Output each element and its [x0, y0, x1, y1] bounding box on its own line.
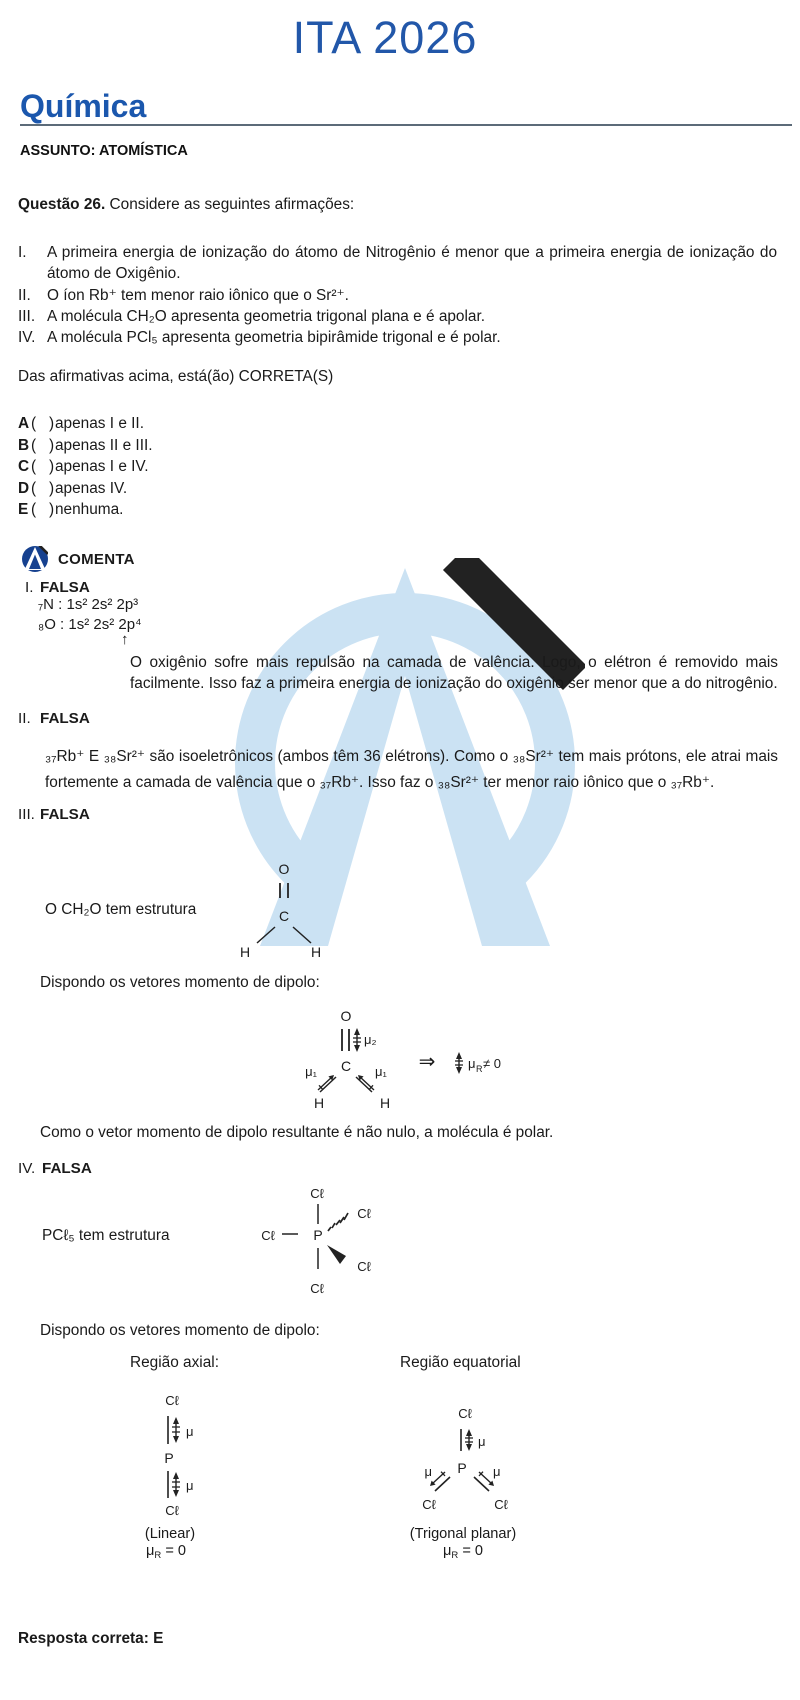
question-intro: Considere as seguintes afirmações:	[105, 196, 355, 213]
option-letter: C	[18, 458, 30, 476]
axial-mu-r-zero	[125, 1543, 207, 1561]
option-marker: ( )	[31, 501, 55, 519]
ch2o-dipole-diagram	[288, 1004, 513, 1112]
options-list	[18, 413, 153, 521]
up-arrow-icon: ↑	[121, 631, 129, 648]
atom-cl: Cℓ	[310, 1186, 324, 1201]
atom-p: P	[164, 1450, 174, 1466]
answer-line: Resposta correta: E	[18, 1630, 164, 1647]
implies-icon: ⇒	[418, 1051, 436, 1073]
mu-label: μ	[186, 1424, 194, 1439]
equals-zero: = 0	[165, 1543, 187, 1559]
equals-zero: = 0	[462, 1543, 484, 1559]
subject-rule	[20, 124, 792, 126]
statement-list	[18, 242, 777, 348]
atom-h: H	[310, 944, 322, 960]
verdict-ii	[18, 710, 138, 728]
mu-resultant-label: μ	[468, 1056, 476, 1071]
option-marker: ( )	[31, 458, 55, 476]
atom-o: O	[278, 861, 290, 877]
ch2o-structure-diagram	[208, 848, 360, 964]
mu-label: μ	[424, 1464, 432, 1479]
equatorial-mu-r-zero	[422, 1543, 504, 1561]
mu-sub-r: R	[154, 1550, 162, 1561]
mu1-label: μ₁	[375, 1064, 387, 1079]
question-number: Questão 26.	[18, 196, 106, 213]
atom-cl: Cℓ	[165, 1393, 179, 1408]
dipole-heading-iii: Dispondo os vetores momento de dipolo:	[40, 974, 320, 991]
mu-resultant-neq: ≠ 0	[483, 1056, 501, 1071]
option-text: apenas I e II.	[55, 415, 144, 432]
statement-text: A molécula PCl₅ apresenta geometria bipirâmide trigonal e é polar.	[47, 329, 501, 347]
brand-logo-icon	[22, 546, 48, 572]
subject-title: Química	[20, 88, 147, 124]
option-letter: D	[18, 479, 30, 497]
option-row-e	[18, 499, 153, 521]
atom-cl: Cℓ	[357, 1206, 371, 1221]
dipole-heading-iv: Dispondo os vetores momento de dipolo:	[40, 1322, 320, 1339]
option-text: apenas I e IV.	[55, 458, 149, 476]
question-line	[18, 196, 780, 214]
axial-caption: (Linear)	[144, 1526, 196, 1542]
explanation-i: O oxigênio sofre mais repulsão na camada de valência. Logo, o elétron é removido mais facilmente. Isso faz a primeira energia de ionização do oxigênio ser menor que a do nitrogênio.	[130, 654, 778, 693]
atom-p: P	[313, 1227, 323, 1243]
atom-cl: Cℓ	[494, 1497, 508, 1512]
statement-text: O íon Rb⁺ tem menor raio iônico que o Sr²⁺.	[47, 286, 349, 304]
axial-diagram	[128, 1388, 212, 1520]
verdict-label: FALSA	[40, 579, 90, 596]
option-letter: E	[18, 501, 29, 519]
verdict-i	[18, 579, 138, 597]
atom-cl: Cℓ	[357, 1259, 371, 1274]
mu-label: μ	[478, 1434, 486, 1449]
atom-o: O	[340, 1008, 352, 1024]
electron-config-o: ₈O : 1s² 2s² 2p⁴	[38, 616, 142, 633]
atom-h: H	[379, 1095, 391, 1111]
option-marker: ( )	[31, 479, 55, 497]
atom-cl: Cℓ	[458, 1406, 472, 1421]
verdict-label: FALSA	[42, 1160, 92, 1177]
equatorial-diagram	[408, 1398, 528, 1516]
option-marker: ( )	[31, 415, 55, 432]
verdict-label: FALSA	[40, 710, 90, 727]
option-text: apenas II e III.	[55, 436, 153, 454]
option-row-a	[18, 413, 153, 435]
atom-h: H	[239, 944, 251, 960]
statement-row	[18, 242, 777, 285]
option-letter: B	[18, 436, 30, 454]
topic-label: ASSUNTO: ATOMÍSTICA	[20, 143, 188, 159]
option-row-d	[18, 478, 153, 500]
option-row-c	[18, 456, 153, 478]
ch2o-caption: O CH₂O tem estrutura	[45, 901, 197, 918]
atom-c: C	[278, 908, 290, 924]
statement-numeral: III.	[18, 307, 36, 325]
verdict-label: FALSA	[40, 806, 90, 823]
comenta-label: COMENTA	[58, 551, 135, 568]
atom-cl: Cℓ	[310, 1281, 324, 1296]
verdict-numeral: II.	[18, 710, 31, 727]
atom-cl: Cℓ	[422, 1497, 436, 1512]
option-text: nenhuma.	[55, 501, 124, 519]
equatorial-caption: (Trigonal planar)	[409, 1526, 517, 1542]
electron-config-n: ₇N : 1s² 2s² 2p³	[38, 596, 139, 613]
statement-numeral: I.	[18, 244, 27, 261]
page-title: ITA 2026	[292, 12, 478, 63]
mu-symbol: μ	[145, 1543, 155, 1559]
atom-h: H	[313, 1095, 325, 1111]
mu1-label: μ₁	[305, 1064, 317, 1079]
explanation-ii: ₃₇Rb⁺ E ₃₈Sr²⁺ são isoeletrônicos (ambos têm 36 elétrons). Como o ₃₈Sr²⁺ tem mais prótons, ele atrai mais fortemente a camada de valência que o ₃₇Rb⁺. Isso faz o ₃₈Sr²⁺ ter menor raio iônico que o ₃₇Rb⁺.	[45, 748, 778, 791]
statement-text: A primeira energia de ionização do átomo de Nitrogênio é menor que a primeira energia de ionização do átomo de Oxigênio.	[47, 244, 777, 283]
option-letter: A	[18, 415, 30, 432]
question-prompt: Das afirmativas acima, está(ão) CORRETA(S)	[18, 368, 334, 385]
verdict-numeral: I.	[25, 579, 34, 596]
equatorial-region-label: Região equatorial	[400, 1354, 521, 1371]
mu-sub-r: R	[451, 1550, 459, 1561]
verdict-iii	[18, 806, 138, 824]
verdict-numeral: IV.	[18, 1160, 36, 1177]
mu2-label: μ₂	[364, 1032, 377, 1047]
mu-label: μ	[186, 1478, 194, 1493]
mu-symbol: μ	[442, 1543, 452, 1559]
mu-resultant-sub: R	[476, 1064, 483, 1074]
conclusion-iii: Como o vetor momento de dipolo resultante é não nulo, a molécula é polar.	[40, 1124, 554, 1141]
verdict-iv	[18, 1160, 138, 1178]
pcl5-caption: PCℓ₅ tem estrutura	[42, 1227, 170, 1244]
atom-cl: Cℓ	[261, 1228, 275, 1243]
mu-label: μ	[493, 1464, 501, 1479]
atom-c: C	[340, 1058, 352, 1074]
option-text: apenas IV.	[55, 479, 128, 497]
verdict-numeral: III.	[18, 806, 35, 823]
statement-numeral: II.	[18, 286, 31, 304]
option-marker: ( )	[31, 436, 55, 454]
atom-cl: Cℓ	[165, 1503, 179, 1518]
statement-row	[18, 285, 777, 306]
statement-row	[18, 327, 777, 348]
statement-numeral: IV.	[18, 329, 36, 347]
option-row-b	[18, 435, 153, 457]
pcl5-structure-diagram	[240, 1180, 385, 1300]
statement-text: A molécula CH₂O apresenta geometria trigonal plana e é apolar.	[47, 307, 486, 325]
axial-region-label: Região axial:	[130, 1354, 219, 1371]
atom-p: P	[457, 1460, 467, 1476]
statement-row	[18, 306, 777, 327]
